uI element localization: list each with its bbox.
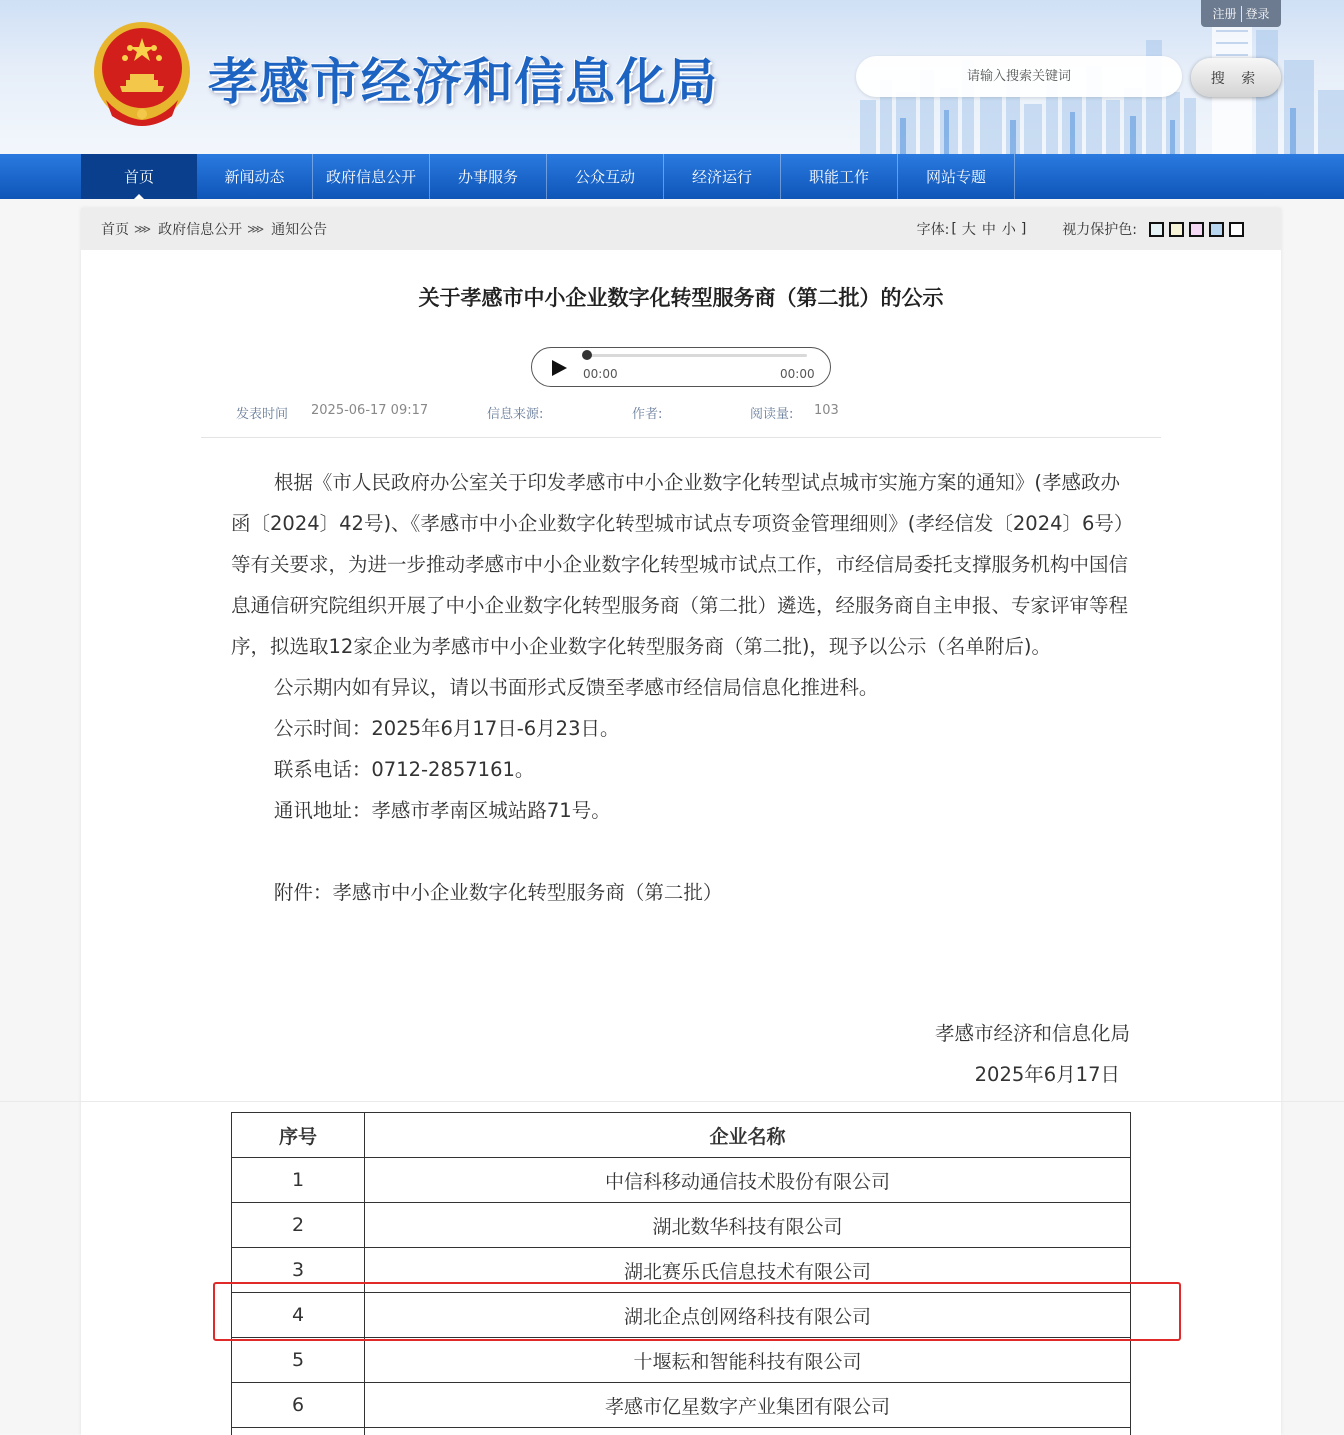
read-count: 103 [814,403,839,418]
row-serial: 4 [232,1293,365,1338]
play-icon[interactable] [552,360,567,376]
breadcrumb-gov-info[interactable]: 政府信息公开 [158,222,243,238]
row-company: 湖北企点创网络科技有限公司 [365,1293,1131,1338]
row-company: 中信科移动通信技术股份有限公司 [365,1158,1131,1203]
table-row [232,1383,1131,1428]
auth-divider [1241,6,1242,22]
audio-player [531,347,831,387]
breadcrumb-home[interactable]: 首页 [101,222,129,238]
main-nav [0,154,1344,199]
read-count-label: 阅读量: [750,407,794,422]
vision-color-label: 视力保护色: [1062,222,1137,238]
site-title: 孝感市经济和信息化局 [208,53,718,111]
font-size-medium[interactable]: 中 [981,222,996,238]
table-row [232,1203,1131,1248]
article-meta [81,403,1281,423]
row-company [365,1428,1131,1435]
bracket-open: [ [951,221,957,237]
row-serial [232,1428,365,1435]
search-button[interactable]: 搜 索 [1191,58,1281,97]
nav-item-functions[interactable]: 职能工作 [781,154,898,199]
row-company: 孝感市亿星数字产业集团有限公司 [365,1383,1131,1428]
vision-swatch-white[interactable] [1229,222,1244,237]
row-serial: 2 [232,1203,365,1248]
article-paragraph: 联系电话：0712-2857161。 [273,758,535,781]
signature-date: 2025年6月17日 [974,1063,1120,1086]
row-serial: 6 [232,1383,365,1428]
row-company: 湖北数华科技有限公司 [365,1203,1131,1248]
breadcrumb-separator-icon: ⋙ [134,222,150,236]
content-divider [0,1101,1344,1102]
table-row [232,1158,1131,1203]
header-company: 企业名称 [365,1113,1131,1158]
site-header [0,0,1344,154]
table-header-row [232,1113,1131,1158]
paragraph-spacer [231,831,1131,872]
article-paragraph: 通讯地址：孝感市孝南区城站路71号。 [273,799,611,822]
header-serial: 序号 [232,1113,365,1158]
nav-item-economy[interactable]: 经济运行 [664,154,781,199]
breadcrumb-separator-icon: ⋙ [247,222,263,236]
nav-item-home[interactable]: 首页 [81,154,197,199]
publish-time-label: 发表时间 [236,407,289,422]
nav-item-gov-info[interactable]: 政府信息公开 [313,154,430,199]
login-link[interactable]: 登录 [1245,7,1270,21]
article-paragraph: 公示时间：2025年6月17日-6月23日。 [273,717,620,740]
nav-item-news[interactable]: 新闻动态 [197,154,313,199]
row-serial: 3 [232,1248,365,1293]
vision-swatch-cyan[interactable] [1149,222,1164,237]
font-size-small[interactable]: 小 [1001,222,1016,238]
audio-progress-track[interactable] [587,354,807,357]
vendor-list-table [231,1112,1131,1435]
publish-time: 2025-06-17 09:17 [311,403,429,418]
vision-swatch-blue[interactable] [1209,222,1224,237]
row-company: 十堰耘和智能科技有限公司 [365,1338,1131,1383]
audio-current-time: 00:00 [583,367,618,381]
breadcrumb [81,208,1281,250]
table-row [232,1338,1131,1383]
vision-swatch-pink[interactable] [1189,222,1204,237]
nav-item-interaction[interactable]: 公众互动 [547,154,664,199]
table-row [232,1428,1131,1435]
register-link[interactable]: 注册 [1212,7,1237,21]
article-paragraph: 公示期内如有异议，请以书面形式反馈至孝感市经信局信息化推进科。 [273,676,879,699]
article-body [231,462,1131,913]
author-label: 作者: [632,407,663,422]
audio-duration: 00:00 [780,367,815,381]
signature-org: 孝感市经济和信息化局 [934,1022,1130,1045]
font-size-large[interactable]: 大 [961,222,976,238]
reading-tools [917,208,1249,250]
national-emblem-logo [92,20,192,126]
audio-progress-knob[interactable] [582,350,592,360]
meta-divider [201,437,1161,438]
row-serial: 1 [232,1158,365,1203]
vision-swatch-yellow[interactable] [1169,222,1184,237]
auth-bar [1201,0,1281,27]
table-row [232,1248,1131,1293]
table-row [232,1293,1131,1338]
bracket-close: ] [1020,221,1027,237]
article-title: 关于孝感市中小企业数字化转型服务商（第二批）的公示 [418,286,944,310]
nav-item-topics[interactable]: 网站专题 [898,154,1015,199]
font-size-label: 字体: [916,222,950,238]
article-paragraph: 根据《市人民政府办公室关于印发孝感市中小企业数字化转型试点城市实施方案的通知》(孝感政办函〔2024〕42号)、《孝感市中小企业数字化转型城市试点专项资金管理细则》(孝经信发〔2024〕6号）等有关要求，为进一步推动孝感市中小企业数字化转型城市试点工作，市经信局委托支撑服务机构中国信息通信研究院组织开展了中小企业数字化转型服务商（第二批）遴选，经服务商自主申报、专家评审等程序，拟选取12家企业为孝感市中小企业数字化转型服务商（第二批)，现予以公示（名单附后)。 [231,471,1129,658]
nav-item-services[interactable]: 办事服务 [430,154,547,199]
row-serial: 5 [232,1338,365,1383]
source-label: 信息来源: [487,407,544,422]
breadcrumb-notices[interactable]: 通知公告 [271,222,328,238]
row-company: 湖北赛乐氏信息技术有限公司 [365,1248,1131,1293]
attachment-note: 附件：孝感市中小企业数字化转型服务商（第二批） [273,881,723,904]
search-input[interactable] [856,56,1182,97]
